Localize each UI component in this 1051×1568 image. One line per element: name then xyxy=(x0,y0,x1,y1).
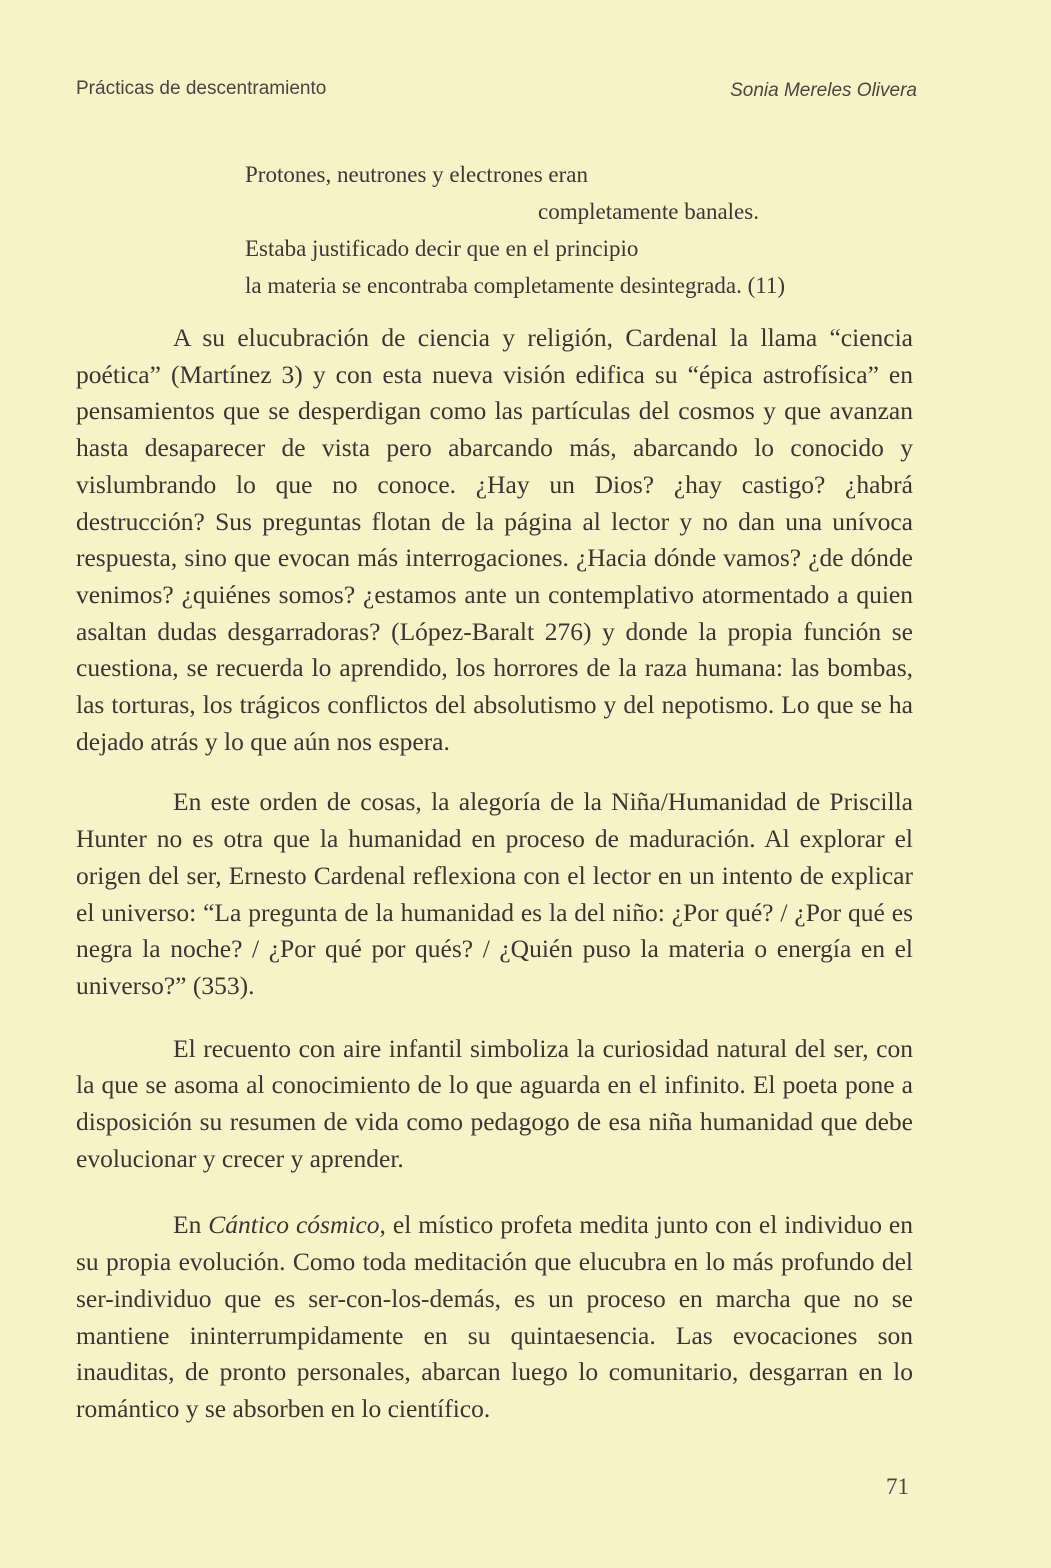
verse-quotation xyxy=(245,156,885,304)
page-number: 71 xyxy=(886,1474,909,1499)
verse-line: Estaba justificado decir que en el principio xyxy=(245,236,639,261)
running-header-title: Prácticas de descentramiento xyxy=(76,78,327,99)
verse-line: Protones, neutrones y electrones eran xyxy=(245,162,588,187)
paragraph: El recuento con aire infantil simboliza la curiosidad natural del ser, con la que se asoma al conocimiento de lo que aguarda en el infinito. El poeta pone a disposición su resumen de vida como pedagogo de esa niña humanidad que debe evolucionar y crecer y aprender. xyxy=(76,1033,913,1173)
book-title: Cántico cósmico xyxy=(208,1210,380,1240)
paragraph-prefix: En xyxy=(173,1210,209,1240)
paragraph: A su elucubración de ciencia y religión, Cardenal la llama “ciencia poética” (Martínez 3) y con esta nueva visión edifica su “épica astrofísica” en pensamientos que se desperdigan como las partículas del cosmos y que avanzan hasta desaparecer de vista pero abarcando más, abarcando lo conocido y vislumbrando lo que no conoce. ¿Hay un Dios? ¿hay castigo? ¿habrá destrucción? Sus preguntas flotan de la página al lector y no dan una unívoca respuesta, sino que evocan más interrogaciones. ¿Hacia dónde vamos? ¿de dónde venimos? ¿quiénes somos? ¿estamos ante un contemplativo atormentado a quien asaltan dudas desgarradoras? (López-Baralt 276) y donde la propia función se cuestiona, se recuerda lo aprendido, los horrores de la raza humana: las bombas, las torturas, los trágicos conflictos del absolutismo y del nepotismo. Lo que se ha dejado atrás y lo que aún nos espera. xyxy=(76,323,913,756)
paragraph: En este orden de cosas, la alegoría de la Niña/Humanidad de Priscilla Hunter no es otra que la humanidad en proceso de maduración. Al explorar el origen del ser, Ernesto Cardenal reflexiona con el lector en un intento de explicar el universo: “La pregunta de la humanidad es la del niño: ¿Por qué? / ¿Por qué es negra la noche? / ¿Por qué por qués? / ¿Quién puso la materia o energía en el universo?” (353). xyxy=(76,787,913,1000)
running-header-author: Sonia Mereles Olivera xyxy=(730,80,917,101)
verse-line: completamente banales. xyxy=(538,199,759,224)
paragraph-rest: , el místico profeta medita junto con el individuo en su propia evolución. Como toda meditación que elucubra en lo más profundo del ser-individuo que es ser-con-los-demás, es un proceso en marcha que no se mantiene ininterrumpidamente en su quintaesencia. Las evocaciones son inauditas, de pronto personales, abarcan luego lo comunitario, desgarran en lo romántico y se absorben en lo científico. xyxy=(76,1210,914,1423)
body-text xyxy=(76,320,913,1428)
paragraph xyxy=(76,1207,913,1427)
verse-line: la materia se encontraba completamente desintegrada. (11) xyxy=(245,273,786,298)
